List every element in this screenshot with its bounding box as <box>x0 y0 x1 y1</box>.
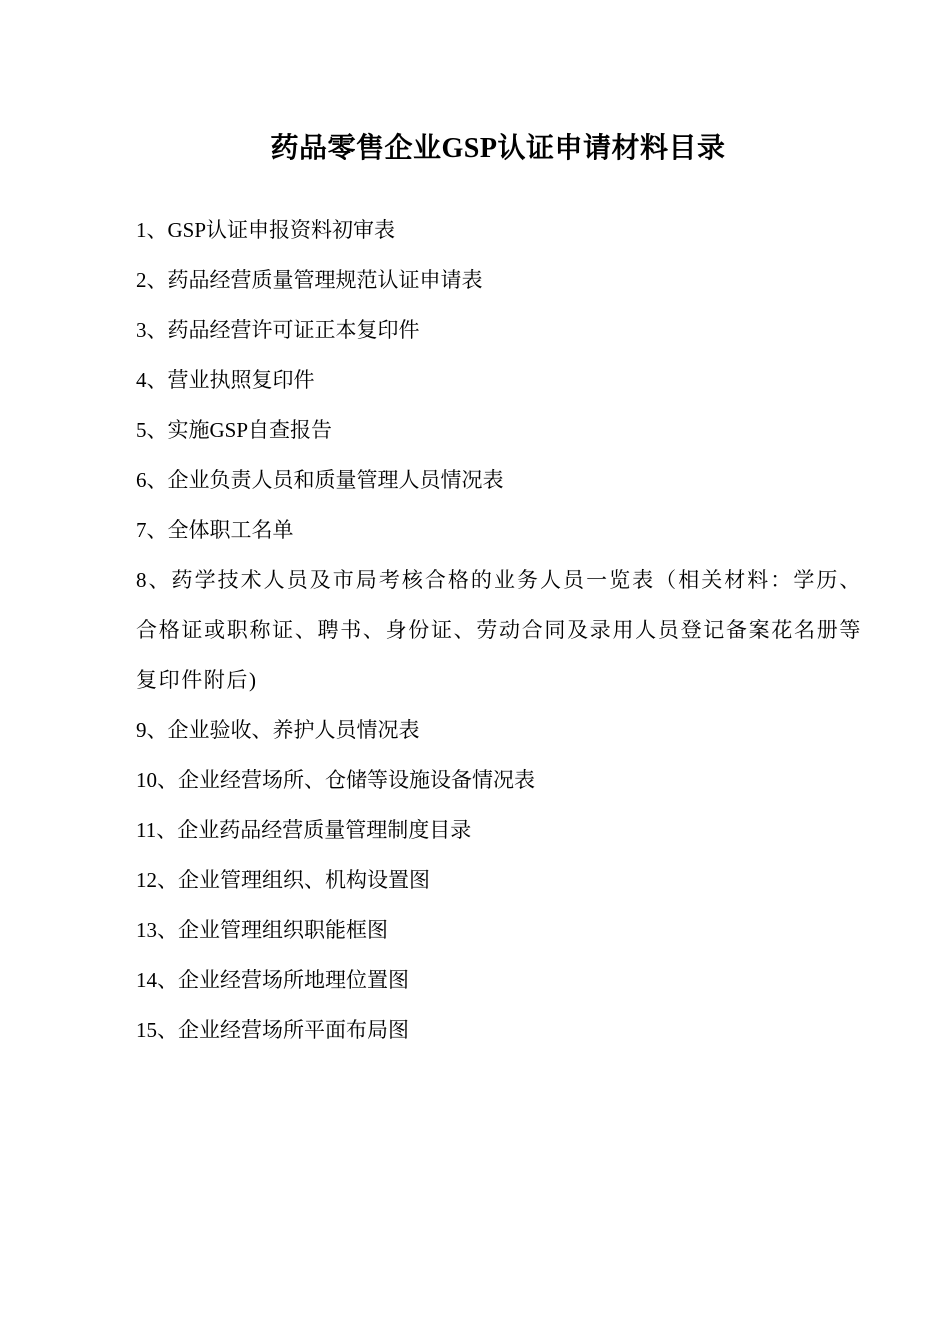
list-item: 5、实施GSP自查报告 <box>136 418 333 442</box>
list-item: 6、企业负责人员和质量管理人员情况表 <box>136 468 504 492</box>
list-item: 12、企业管理组织、机构设置图 <box>136 868 430 892</box>
list-item: 7、全体职工名单 <box>136 518 294 542</box>
list-item: 1、GSP认证申报资料初审表 <box>136 218 396 242</box>
document-title: 药品零售企业GSP认证申请材料目录 <box>270 133 726 164</box>
list-item: 9、企业验收、养护人员情况表 <box>136 718 420 742</box>
list-item: 15、企业经营场所平面布局图 <box>136 1018 409 1042</box>
list-item: 14、企业经营场所地理位置图 <box>136 968 409 992</box>
list-item: 13、企业管理组织职能框图 <box>136 918 388 942</box>
list-item: 3、药品经营许可证正本复印件 <box>136 318 420 342</box>
list-item: 8、药学技术人员及市局考核合格的业务人员一览表（相关材料：学历、合格证或职称证、聘书、身份证、劳动合同及录用人员登记备案花名册等复印件附后) <box>136 568 862 692</box>
list-item: 11、企业药品经营质量管理制度目录 <box>136 818 472 842</box>
list-item: 10、企业经营场所、仓储等设施设备情况表 <box>136 768 535 792</box>
list-item: 4、营业执照复印件 <box>136 368 315 392</box>
materials-list <box>136 205 862 1055</box>
list-item: 2、药品经营质量管理规范认证申请表 <box>136 268 483 292</box>
